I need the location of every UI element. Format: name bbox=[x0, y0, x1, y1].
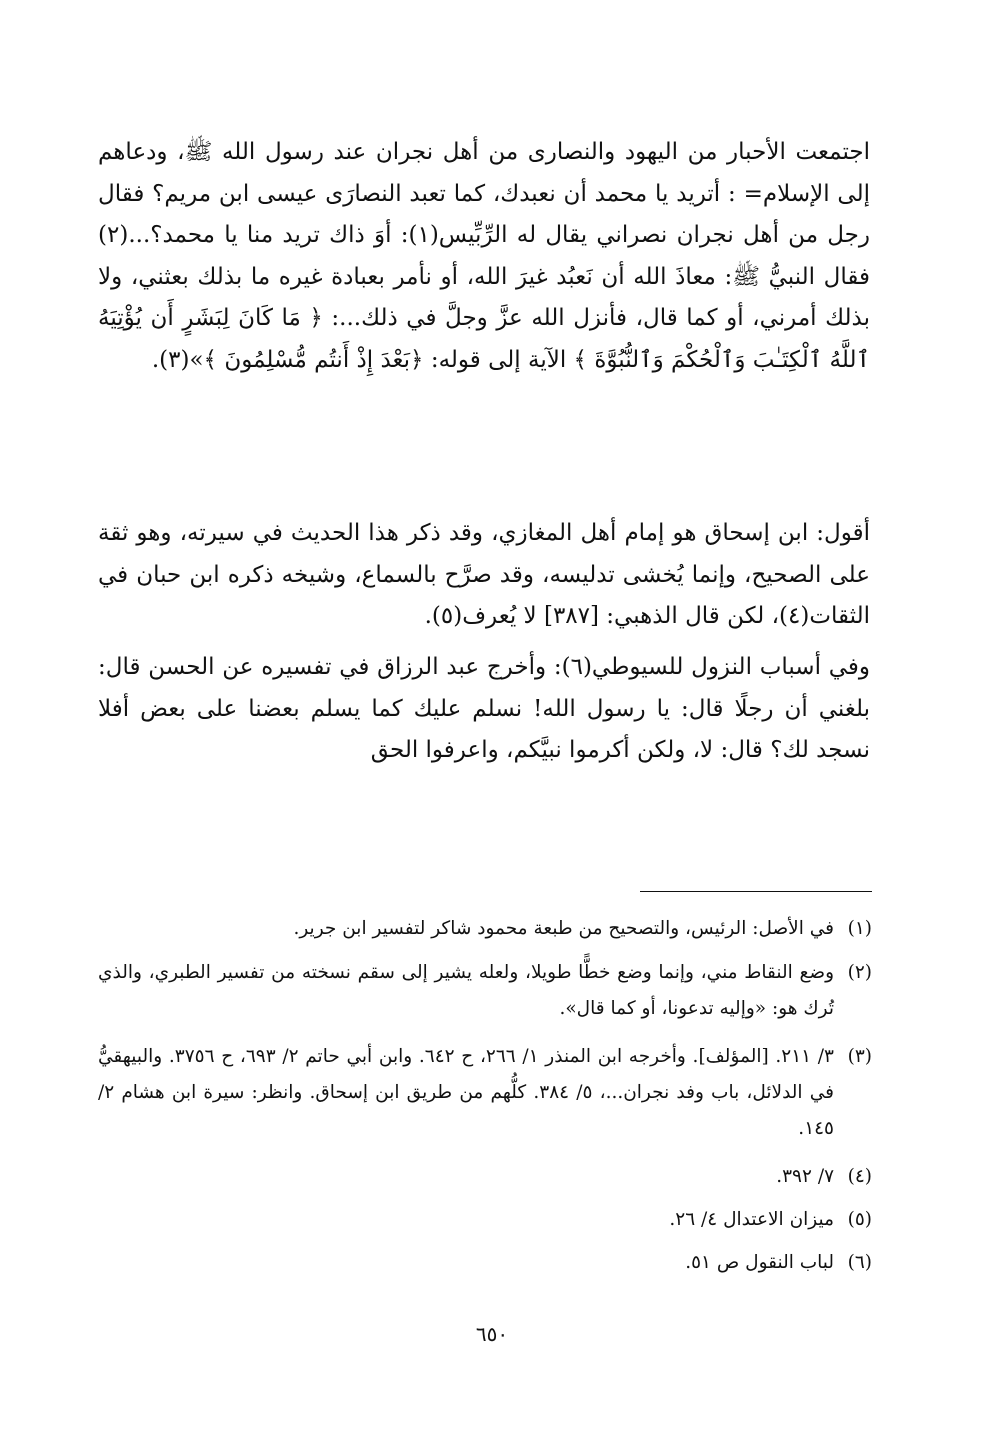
main-text bbox=[98, 132, 870, 772]
footnote-1 bbox=[98, 911, 872, 953]
footnote-number: (٢) bbox=[847, 962, 872, 983]
paragraph-commentary: أقول: ابن إسحاق هو إمام أهل المغازي، وقد ذكر هذا الحديث في سيرته، وهو ثقة على الصحيح، وإنما يُخشى تدليسه، وقد صرَّح بالسماع، وشيخه ذكره ابن حبان في الثقات(٤)، لكن قال الذهبي: [٣٨٧] لا يُعرف(٥). bbox=[98, 520, 870, 630]
footnote-text: لباب النقول ص ٥١. bbox=[685, 1252, 834, 1273]
footnote-2 bbox=[98, 955, 872, 1039]
footnote-text: وضع النقاط مني، وإنما وضع خطًّا طويلا، ولعله يشير إلى سقم نسخته من تفسير الطبري، والذي تُرك هو: «وإليه تدعونا، أو كما قال». bbox=[98, 962, 834, 1019]
footnote-4 bbox=[98, 1159, 872, 1202]
paragraph-asbab-nuzul: وفي أسباب النزول للسيوطي(٦): وأخرج عبد الرزاق في تفسيره عن الحسن قال: بلغني أن رجلًا قال: يا رسول الله! نسلم عليك كما يسلم بعضنا على بعض أفلا نسجد لك؟ قال: لا، ولكن أكرموا نبيَّكم، واعرفوا الحق bbox=[98, 654, 871, 764]
footnote-text: ٣/ ٢١١. [المؤلف]. وأخرجه ابن المنذر ١/ ٢٦٦، ح ٦٤٢. وابن أبي حاتم ٢/ ٦٩٣، ح ٣٧٥٦. والبيهقيُّ في الدلائل، باب وفد نجران...، ٥/ ٣٨٤. كلُّهم من طريق ابن إسحاق. وانظر: سيرة ابن هشام ٢/ ١٤٥. bbox=[98, 1046, 834, 1139]
footnote-text: ميزان الاعتدال ٤/ ٢٦. bbox=[669, 1209, 834, 1230]
footnote-number: (١) bbox=[847, 918, 872, 939]
footnote-number: (٦) bbox=[847, 1252, 872, 1273]
footnotes bbox=[98, 911, 872, 1288]
footnote-number: (٥) bbox=[847, 1209, 872, 1230]
footnote-number: (٤) bbox=[847, 1166, 872, 1187]
footnote-text: في الأصل: الرئيس، والتصحيح من طبعة محمود شاكر لتفسير ابن جرير. bbox=[293, 918, 834, 939]
footnote-text: ٧/ ٣٩٢. bbox=[776, 1166, 834, 1187]
paragraph-hadith: اجتمعت الأحبار من اليهود والنصارى من أهل نجران عند رسول الله ﷺ، ودعاهم إلى الإسلام= : أتريد يا محمد أن نعبدك، كما تعبد النصارَى عيسى ابن مريم؟ فقال رجل من أهل نجران نصراني يقال له الرِّبِّيس(١): أوَ ذاك تريد منا يا محمد؟...(٢) فقال النبيُّ ﷺ: معاذَ الله أن نَعبُد غيرَ الله، أو نأمر بعبادة غيره ما بذلك بعثني، ولا بذلك أمرني، أو كما قال، فأنزل الله عزَّ وجلَّ في ذلك...: ﴿ مَا كَانَ لِبَشَرٍ أَن يُؤْتِيَهُ ٱللَّهُ ٱلْكِتَـٰبَ وَٱلْحُكْمَ وَٱلنُّبُوَّةَ ﴾ الآية إلى قوله: ﴿بَعْدَ إِذْ أَنتُم مُّسْلِمُونَ ﴾»(٣). bbox=[98, 139, 870, 373]
page-number: ٦٥٠ bbox=[475, 1322, 509, 1346]
footnote-5 bbox=[98, 1202, 872, 1245]
footnote-number: (٣) bbox=[847, 1046, 872, 1067]
footnote-3 bbox=[98, 1039, 872, 1159]
footnote-separator bbox=[640, 891, 872, 892]
footnote-6 bbox=[98, 1245, 872, 1288]
